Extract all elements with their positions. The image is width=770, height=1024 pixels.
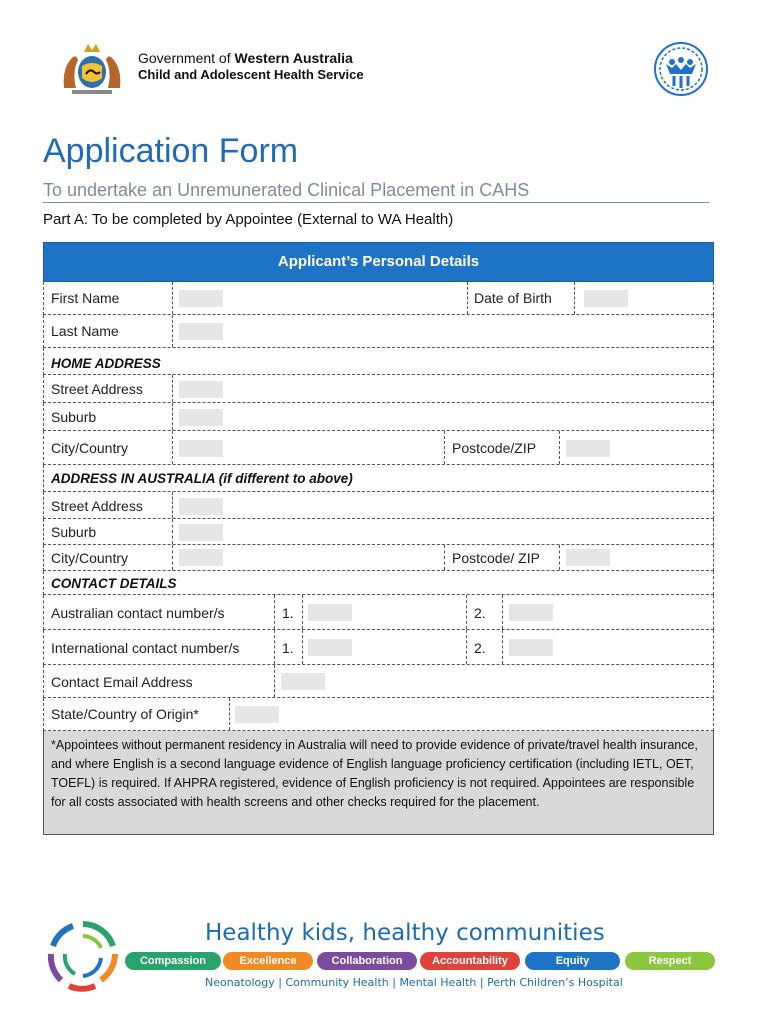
footer-services: Neonatology | Community Health | Mental Health | Perth Children’s Hospital — [205, 976, 623, 989]
au-contact-number-1-label: 1. — [282, 605, 294, 621]
email-row — [43, 665, 714, 698]
value-pill-equity: Equity — [525, 952, 620, 970]
cahs-logo — [652, 40, 710, 98]
address-au-heading-row — [43, 465, 714, 492]
origin-row — [43, 698, 714, 731]
au-suburb-label: Suburb — [51, 524, 97, 540]
city-country-label: City/Country — [51, 440, 129, 456]
footer-ring-logo — [45, 918, 121, 994]
au-suburb-field[interactable] — [179, 524, 223, 541]
au-street-address-row — [43, 492, 714, 519]
suburb-label: Suburb — [51, 409, 97, 425]
au-contact-number-2-label: 2. — [474, 605, 486, 621]
part-a-instruction: Part A: To be completed by Appointee (External to WA Health) — [43, 211, 454, 228]
personal-details-form — [43, 242, 714, 835]
dob-label: Date of Birth — [474, 290, 552, 306]
postcode-field[interactable] — [566, 440, 610, 457]
footer-banner — [45, 918, 725, 998]
first-name-row — [43, 282, 714, 315]
home-address-heading: HOME ADDRESS — [51, 356, 161, 371]
origin-field[interactable] — [235, 706, 279, 723]
au-city-country-label: City/Country — [51, 550, 129, 566]
intl-contact-number-1-field[interactable] — [308, 639, 352, 656]
email-field[interactable] — [281, 673, 325, 690]
contact-details-heading-row — [43, 571, 714, 595]
value-pill-collaboration: Collaboration — [317, 952, 417, 970]
au-suburb-row — [43, 519, 714, 545]
wa-crest-logo — [52, 38, 132, 98]
footer-slogan: Healthy kids, healthy communities — [205, 920, 605, 946]
origin-label: State/Country of Origin* — [51, 706, 199, 722]
last-name-field[interactable] — [179, 323, 223, 340]
page-header — [52, 38, 722, 108]
first-name-label: First Name — [51, 290, 120, 306]
intl-contact-number-2-label: 2. — [474, 640, 486, 656]
suburb-field[interactable] — [179, 409, 223, 426]
au-contact-number-2-field[interactable] — [509, 604, 553, 621]
last-name-label: Last Name — [51, 323, 119, 339]
suburb-row — [43, 403, 714, 431]
page-title: Application Form — [43, 132, 299, 170]
au-contact-number-1-field[interactable] — [308, 604, 352, 621]
intl-contact-label: International contact number/s — [51, 640, 240, 656]
au-city-country-row — [43, 545, 714, 571]
email-label: Contact Email Address — [51, 674, 193, 690]
city-country-row — [43, 431, 714, 465]
residency-note: *Appointees without permanent residency in Australia will need to provide evidence of private/travel health insurance, and where English is a second language evidence of English language proficiency certification (including IETL, OET, TOEFL) is required. If AHPRA registered, evidence of English proficiency is not required. Appointees are responsible for all costs associated with health screens and other checks required for the placement. — [43, 731, 714, 835]
street-address-field[interactable] — [179, 381, 223, 398]
home-address-heading-row — [43, 348, 714, 375]
value-pill-respect: Respect — [625, 952, 715, 970]
section-header: Applicant’s Personal Details — [43, 242, 714, 282]
value-pill-accountability: Accountability — [420, 952, 520, 970]
au-city-country-field[interactable] — [179, 549, 223, 566]
dob-field[interactable] — [584, 290, 628, 307]
intl-contact-row — [43, 630, 714, 665]
values-bar — [125, 952, 725, 970]
au-postcode-field[interactable] — [566, 549, 610, 566]
au-contact-row — [43, 595, 714, 630]
street-address-label: Street Address — [51, 381, 143, 397]
value-pill-excellence: Excellence — [223, 952, 313, 970]
organisation-name: Child and Adolescent Health Service — [138, 67, 364, 82]
au-postcode-label: Postcode/ ZIP — [452, 550, 540, 566]
subtitle-divider — [43, 202, 709, 203]
last-name-row — [43, 315, 714, 348]
government-name: Government of Western Australia — [138, 50, 353, 66]
page-subtitle: To undertake an Unremunerated Clinical Placement in CAHS — [43, 180, 530, 200]
contact-details-heading: CONTACT DETAILS — [51, 576, 177, 591]
au-street-address-field[interactable] — [179, 498, 223, 515]
au-street-address-label: Street Address — [51, 498, 143, 514]
postcode-label: Postcode/ZIP — [452, 440, 537, 456]
intl-contact-number-2-field[interactable] — [509, 639, 553, 656]
address-au-heading: ADDRESS IN AUSTRALIA (if different to above) — [51, 471, 353, 486]
au-contact-label: Australian contact number/s — [51, 605, 225, 621]
first-name-field[interactable] — [179, 290, 223, 307]
intl-contact-number-1-label: 1. — [282, 640, 294, 656]
city-country-field[interactable] — [179, 440, 223, 457]
street-address-row — [43, 375, 714, 403]
value-pill-compassion: Compassion — [125, 952, 221, 970]
